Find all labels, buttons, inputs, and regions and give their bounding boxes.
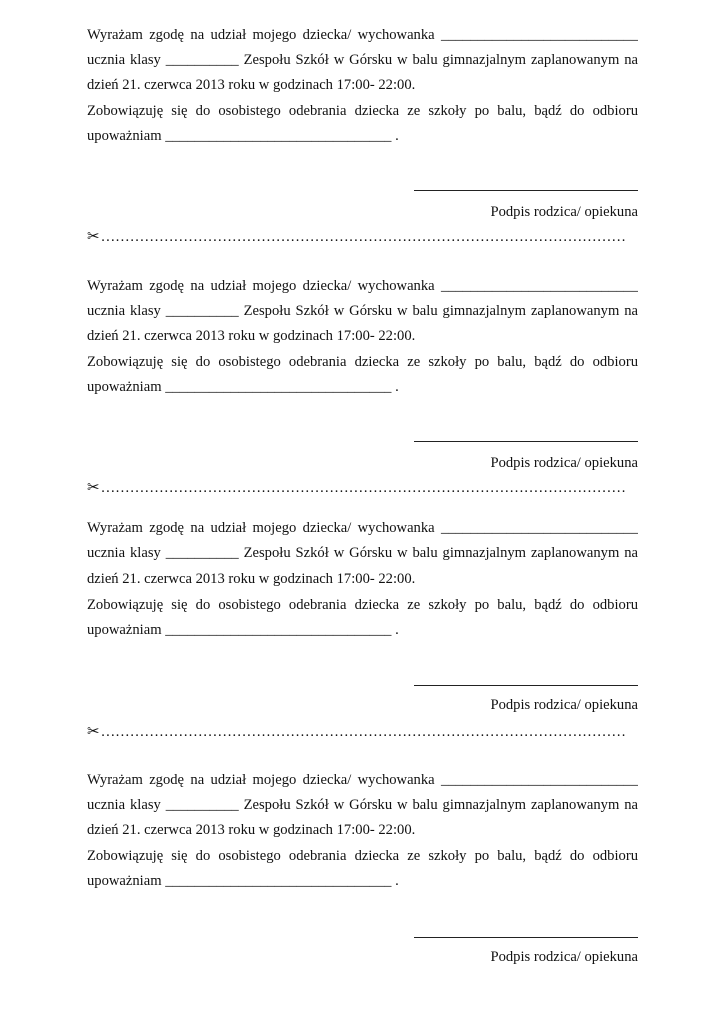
- cut-dots: ………………………………………………………………………………………………: [100, 229, 626, 245]
- form-line-pickup: Zobowiązuję się do osobistego odebrania dziecka ze szkoły po balu, bądź do odbioru: [87, 597, 638, 613]
- form-line-class: ucznia klasy __________ Zespołu Szkół w Górsku w balu gimnazjalnym zaplanowanym na: [87, 797, 638, 813]
- signature-line: [414, 190, 638, 191]
- cut-line-3: [87, 722, 627, 741]
- scissors-icon: ✂: [87, 227, 100, 245]
- cut-dots: ………………………………………………………………………………………………: [100, 480, 626, 496]
- scissors-icon: ✂: [87, 478, 100, 496]
- signature-line: [414, 441, 638, 442]
- form-line-consent: Wyrażam zgodę na udział mojego dziecka/ wychowanka ___________________________: [87, 27, 638, 43]
- form-line-pickup: Zobowiązuję się do osobistego odebrania dziecka ze szkoły po balu, bądź do odbioru: [87, 848, 638, 864]
- form-line-authorize: upoważniam _______________________________ .: [87, 379, 399, 395]
- signature-label: Podpis rodzica/ opiekuna: [490, 455, 638, 471]
- form-line-class: ucznia klasy __________ Zespołu Szkół w Górsku w balu gimnazjalnym zaplanowanym na: [87, 52, 638, 68]
- form-line-authorize: upoważniam _______________________________ .: [87, 873, 399, 889]
- form-line-authorize: upoważniam _______________________________ .: [87, 622, 399, 638]
- cut-line-1: [87, 227, 627, 246]
- form-line-class: ucznia klasy __________ Zespołu Szkół w Górsku w balu gimnazjalnym zaplanowanym na: [87, 303, 638, 319]
- cut-line-2: [87, 478, 627, 497]
- form-line-class: ucznia klasy __________ Zespołu Szkół w Górsku w balu gimnazjalnym zaplanowanym na: [87, 545, 638, 561]
- form-line-date: dzień 21. czerwca 2013 roku w godzinach 17:00- 22:00.: [87, 571, 416, 587]
- form-line-pickup: Zobowiązuję się do osobistego odebrania dziecka ze szkoły po balu, bądź do odbioru: [87, 354, 638, 370]
- scissors-icon: ✂: [87, 722, 100, 740]
- signature-line: [414, 685, 638, 686]
- form-line-consent: Wyrażam zgodę na udział mojego dziecka/ wychowanka ___________________________: [87, 520, 638, 536]
- form-line-pickup: Zobowiązuję się do osobistego odebrania dziecka ze szkoły po balu, bądź do odbioru: [87, 103, 638, 119]
- signature-label: Podpis rodzica/ opiekuna: [490, 949, 638, 965]
- form-line-authorize: upoważniam _______________________________ .: [87, 128, 399, 144]
- form-line-date: dzień 21. czerwca 2013 roku w godzinach 17:00- 22:00.: [87, 328, 416, 344]
- cut-dots: ………………………………………………………………………………………………: [100, 724, 626, 740]
- signature-line: [414, 937, 638, 938]
- signature-label: Podpis rodzica/ opiekuna: [490, 204, 638, 220]
- form-line-date: dzień 21. czerwca 2013 roku w godzinach 17:00- 22:00.: [87, 822, 416, 838]
- form-line-date: dzień 21. czerwca 2013 roku w godzinach 17:00- 22:00.: [87, 77, 416, 93]
- form-line-consent: Wyrażam zgodę na udział mojego dziecka/ wychowanka ___________________________: [87, 772, 638, 788]
- form-line-consent: Wyrażam zgodę na udział mojego dziecka/ wychowanka ___________________________: [87, 278, 638, 294]
- signature-label: Podpis rodzica/ opiekuna: [490, 697, 638, 713]
